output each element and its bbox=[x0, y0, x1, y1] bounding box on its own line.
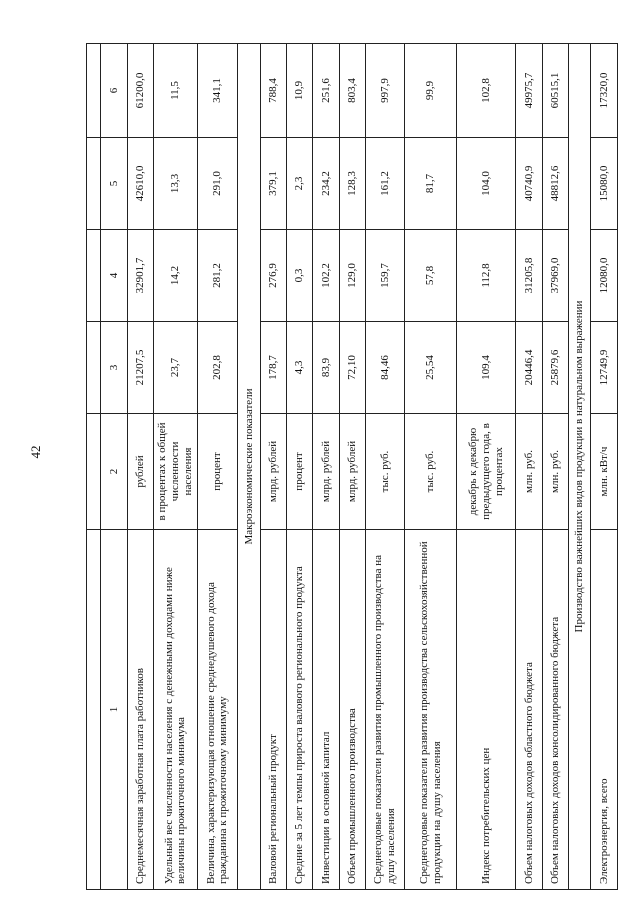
value-cell: 161,2 bbox=[366, 138, 405, 230]
spacer-cell bbox=[87, 414, 101, 530]
unit-cell: тыс. руб. bbox=[366, 414, 405, 530]
value-cell: 102,8 bbox=[457, 44, 516, 138]
value-cell: 23,7 bbox=[153, 322, 197, 414]
value-cell: 42610,0 bbox=[127, 138, 153, 230]
value-cell: 25879,6 bbox=[542, 322, 568, 414]
table-spacer-row bbox=[87, 44, 101, 890]
value-cell: 83,9 bbox=[313, 322, 339, 414]
value-cell: 178,7 bbox=[260, 322, 286, 414]
indicators-table bbox=[86, 43, 618, 890]
indicator-cell: Величина, характеризующая отношение среднедушевого дохода гражданина к прожиточному минимуму bbox=[197, 530, 238, 890]
value-cell: 102,2 bbox=[313, 230, 339, 322]
table-row bbox=[153, 44, 197, 890]
indicator-cell: Валовой региональный продукт bbox=[260, 530, 286, 890]
value-cell: 291,0 bbox=[197, 138, 238, 230]
indicator-cell: Среднемесячная заработная плата работников bbox=[127, 530, 153, 890]
section-title: Макроэкономические показатели bbox=[238, 44, 260, 890]
value-cell: 234,2 bbox=[313, 138, 339, 230]
value-cell: 276,9 bbox=[260, 230, 286, 322]
value-cell: 14,2 bbox=[153, 230, 197, 322]
section-title: Производство важнейших видов продукции в натуральном выражении bbox=[569, 44, 591, 890]
column-header: 2 bbox=[101, 414, 127, 530]
value-cell: 99,9 bbox=[404, 44, 457, 138]
value-cell: 109,4 bbox=[457, 322, 516, 414]
value-cell: 12080,0 bbox=[591, 230, 618, 322]
page-number: 42 bbox=[28, 445, 43, 459]
value-cell: 49975,7 bbox=[516, 44, 542, 138]
value-cell: 803,4 bbox=[339, 44, 365, 138]
value-cell: 104,0 bbox=[457, 138, 516, 230]
spacer-cell bbox=[87, 138, 101, 230]
indicator-cell: Инвестиции в основной капитал bbox=[313, 530, 339, 890]
value-cell: 48812,6 bbox=[542, 138, 568, 230]
table-row bbox=[313, 44, 339, 890]
value-cell: 379,1 bbox=[260, 138, 286, 230]
value-cell: 20446,4 bbox=[516, 322, 542, 414]
table-row bbox=[127, 44, 153, 890]
spacer-cell bbox=[87, 322, 101, 414]
value-cell: 61200,0 bbox=[127, 44, 153, 138]
section-row bbox=[569, 44, 591, 890]
value-cell: 32901,7 bbox=[127, 230, 153, 322]
value-cell: 57,8 bbox=[404, 230, 457, 322]
unit-cell: млрд. рублей bbox=[313, 414, 339, 530]
indicator-cell: Среднегодовые показатели развития производства сельскохозяйственной продукции на душу населения bbox=[404, 530, 457, 890]
value-cell: 129,0 bbox=[339, 230, 365, 322]
unit-cell: млрд. рублей bbox=[339, 414, 365, 530]
indicator-cell: Удельный вес численности населения с денежными доходами ниже величины прожиточного минимума bbox=[153, 530, 197, 890]
table-row bbox=[457, 44, 516, 890]
value-cell: 341,1 bbox=[197, 44, 238, 138]
value-cell: 60515,1 bbox=[542, 44, 568, 138]
table-row bbox=[542, 44, 568, 890]
value-cell: 281,2 bbox=[197, 230, 238, 322]
value-cell: 17320,0 bbox=[591, 44, 618, 138]
value-cell: 128,3 bbox=[339, 138, 365, 230]
table-row bbox=[286, 44, 312, 890]
table-row bbox=[339, 44, 365, 890]
value-cell: 40740,9 bbox=[516, 138, 542, 230]
indicator-cell: Объем промышленного производства bbox=[339, 530, 365, 890]
indicator-cell: Объем налоговых доходов консолидированного бюджета bbox=[542, 530, 568, 890]
value-cell: 84,46 bbox=[366, 322, 405, 414]
table-row bbox=[197, 44, 238, 890]
column-header: 6 bbox=[101, 44, 127, 138]
value-cell: 11,5 bbox=[153, 44, 197, 138]
spacer-cell bbox=[87, 44, 101, 138]
indicator-cell: Электроэнергия, всего bbox=[591, 530, 618, 890]
indicator-cell: Среднегодовые показатели развития промышленного производства на душу населения bbox=[366, 530, 405, 890]
value-cell: 72,10 bbox=[339, 322, 365, 414]
table-row bbox=[516, 44, 542, 890]
unit-cell: тыс. руб. bbox=[404, 414, 457, 530]
table-header-row bbox=[101, 44, 127, 890]
value-cell: 4,3 bbox=[286, 322, 312, 414]
value-cell: 202,8 bbox=[197, 322, 238, 414]
column-header: 3 bbox=[101, 322, 127, 414]
column-header: 1 bbox=[101, 530, 127, 890]
spacer-cell bbox=[87, 530, 101, 890]
unit-cell: млн. кВт/ч bbox=[591, 414, 618, 530]
unit-cell: рублей bbox=[127, 414, 153, 530]
value-cell: 2,3 bbox=[286, 138, 312, 230]
value-cell: 0,3 bbox=[286, 230, 312, 322]
table-row bbox=[366, 44, 405, 890]
column-header: 4 bbox=[101, 230, 127, 322]
value-cell: 31205,8 bbox=[516, 230, 542, 322]
rotated-table-container bbox=[86, 44, 618, 890]
value-cell: 13,3 bbox=[153, 138, 197, 230]
indicator-cell: Объем налоговых доходов областного бюджета bbox=[516, 530, 542, 890]
unit-cell: в процентах к общей численности населения bbox=[153, 414, 197, 530]
value-cell: 37969,0 bbox=[542, 230, 568, 322]
indicator-cell: Средние за 5 лет темпы прироста валового регионального продукта bbox=[286, 530, 312, 890]
table-row bbox=[260, 44, 286, 890]
value-cell: 159,7 bbox=[366, 230, 405, 322]
section-row bbox=[238, 44, 260, 890]
indicator-cell: Индекс потребительских цен bbox=[457, 530, 516, 890]
unit-cell: процент bbox=[286, 414, 312, 530]
column-header: 5 bbox=[101, 138, 127, 230]
unit-cell: млн. руб. bbox=[516, 414, 542, 530]
value-cell: 81,7 bbox=[404, 138, 457, 230]
unit-cell: млн. руб. bbox=[542, 414, 568, 530]
value-cell: 21207,5 bbox=[127, 322, 153, 414]
value-cell: 25,54 bbox=[404, 322, 457, 414]
value-cell: 997,9 bbox=[366, 44, 405, 138]
unit-cell: процент bbox=[197, 414, 238, 530]
table-row bbox=[591, 44, 618, 890]
spacer-cell bbox=[87, 230, 101, 322]
unit-cell: млрд. рублей bbox=[260, 414, 286, 530]
value-cell: 15080,0 bbox=[591, 138, 618, 230]
table-row bbox=[404, 44, 457, 890]
table-area bbox=[86, 44, 618, 890]
value-cell: 10,9 bbox=[286, 44, 312, 138]
value-cell: 251,6 bbox=[313, 44, 339, 138]
value-cell: 12749,9 bbox=[591, 322, 618, 414]
table-body bbox=[87, 44, 618, 890]
value-cell: 788,4 bbox=[260, 44, 286, 138]
value-cell: 112,8 bbox=[457, 230, 516, 322]
unit-cell: декабрь к декабрю предыдущего года, в процентах bbox=[457, 414, 516, 530]
